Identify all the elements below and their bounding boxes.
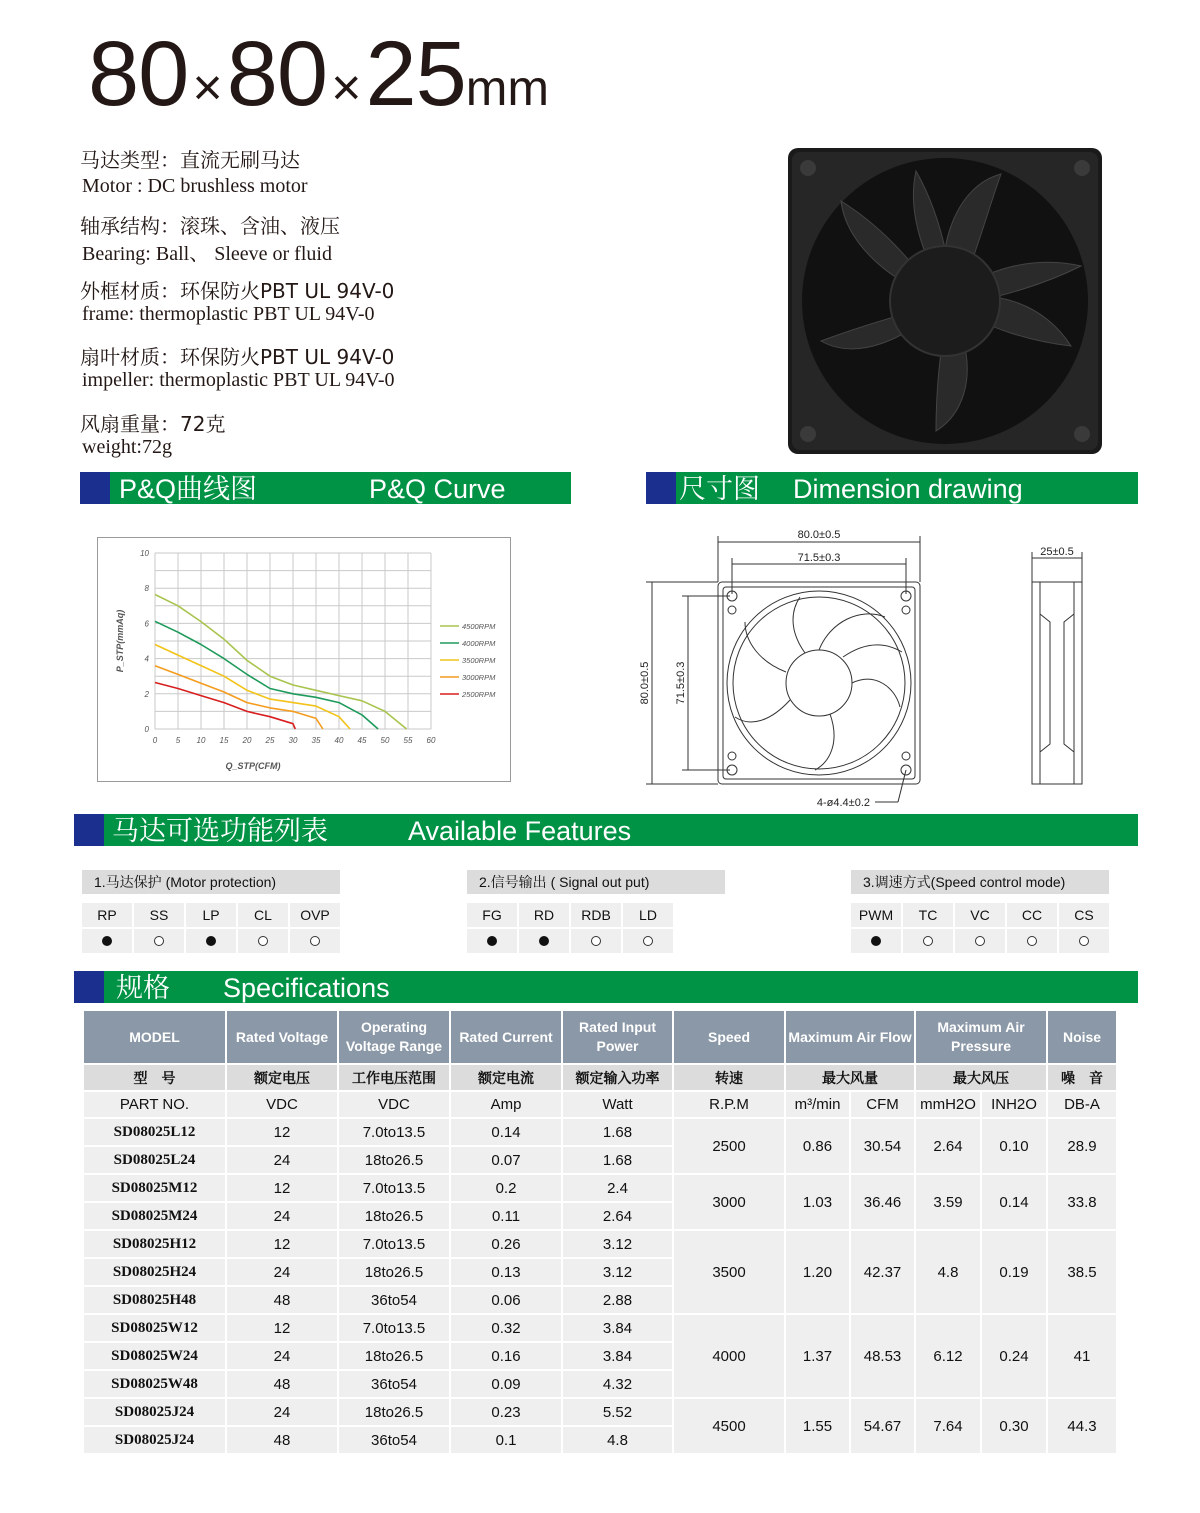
legend-label: 2500RPM (462, 690, 496, 699)
y-tick-label: 8 (144, 584, 149, 594)
noise-cell: 38.5 (1048, 1231, 1116, 1313)
range-cell: 18to26.5 (339, 1203, 449, 1229)
speed-cell: 4000 (674, 1315, 784, 1397)
feature-optional-dot (623, 929, 673, 953)
speed-cell: 3000 (674, 1175, 784, 1229)
feature-label: TC (903, 903, 953, 927)
pressure-in-cell: 0.30 (982, 1399, 1046, 1453)
range-cell: 7.0to13.5 (339, 1119, 449, 1145)
feature-label: CS (1059, 903, 1109, 927)
feature-optional-dot (134, 929, 184, 953)
attr-impeller-cn: 扇叶材质：环保防火PBT UL 94V-0 (80, 345, 395, 369)
voltage-cell: 12 (227, 1175, 337, 1201)
col-header-cn: 型 号 (84, 1065, 225, 1090)
section-marker (80, 472, 110, 504)
col-header-cn: 额定输入功率 (563, 1065, 672, 1090)
power-cell: 3.12 (563, 1231, 672, 1257)
pressure-mm-cell: 7.64 (916, 1399, 980, 1453)
table-header-cn-row (84, 1065, 1116, 1090)
power-cell: 1.68 (563, 1147, 672, 1173)
x-tick-label: 20 (242, 736, 252, 745)
table-row (84, 1119, 1116, 1145)
attr-frame-cn: 外框材质：环保防火PBT UL 94V-0 (80, 279, 395, 303)
feature-available-dot (82, 929, 132, 953)
title-times-1: × (192, 59, 223, 117)
current-cell: 0.07 (451, 1147, 561, 1173)
unit-cell: VDC (339, 1092, 449, 1117)
range-cell: 18to26.5 (339, 1399, 449, 1425)
model-cell: SD08025H24 (84, 1259, 225, 1285)
pressure-mm-cell: 3.59 (916, 1175, 980, 1229)
current-cell: 0.32 (451, 1315, 561, 1341)
page-title (88, 22, 550, 125)
y-tick-label: 10 (140, 549, 149, 558)
power-cell: 5.52 (563, 1399, 672, 1425)
attr-weight-cn: 风扇重量：72克 (80, 412, 226, 436)
pressure-in-cell: 0.10 (982, 1119, 1046, 1173)
range-cell: 7.0to13.5 (339, 1231, 449, 1257)
feature-group-title: 1.马达保护 (Motor protection) (82, 870, 340, 894)
table-row (84, 1399, 1116, 1425)
series-line-3500RPM (155, 645, 350, 730)
col-header-cn: 工作电压范围 (339, 1065, 449, 1090)
unit-cell: VDC (227, 1092, 337, 1117)
section-title-cn: P&Q曲线图 (119, 474, 258, 504)
dim-hole-height: 71.5±0.3 (675, 661, 687, 705)
pressure-mm-cell: 6.12 (916, 1315, 980, 1397)
voltage-cell: 24 (227, 1147, 337, 1173)
model-cell: SD08025M24 (84, 1203, 225, 1229)
model-cell: SD08025J24 (84, 1399, 225, 1425)
range-cell: 36to54 (339, 1371, 449, 1397)
table-row (84, 1315, 1116, 1341)
attr-motor-en: Motor : DC brushless motor (82, 175, 308, 197)
voltage-cell: 48 (227, 1287, 337, 1313)
range-cell: 18to26.5 (339, 1343, 449, 1369)
col-header-rated-current: Rated Current (451, 1011, 561, 1063)
noise-cell: 28.9 (1048, 1119, 1116, 1173)
range-cell: 7.0to13.5 (339, 1315, 449, 1341)
col-header-cn: 最大风压 (916, 1065, 1046, 1090)
airflow-cfm-cell: 54.67 (851, 1399, 914, 1453)
attr-bearing-en: Bearing: Ball、 Sleeve or fluid (82, 243, 332, 265)
feature-group-title: 3.调速方式(Speed control mode) (851, 870, 1109, 894)
section-title-cn: 规格 (116, 973, 170, 1003)
dimension-drawing (630, 522, 1130, 814)
attr-impeller-en: impeller: thermoplastic PBT UL 94V-0 (82, 369, 395, 391)
col-header-noise: Noise (1048, 1011, 1116, 1063)
section-marker (74, 814, 104, 846)
col-header-cn: 额定电流 (451, 1065, 561, 1090)
current-cell: 0.14 (451, 1119, 561, 1145)
x-tick-label: 10 (196, 736, 206, 745)
voltage-cell: 24 (227, 1203, 337, 1229)
unit-cell: Amp (451, 1092, 561, 1117)
unit-cell: m³/min (786, 1092, 849, 1117)
speed-cell: 3500 (674, 1231, 784, 1313)
noise-cell: 41 (1048, 1315, 1116, 1397)
speed-cell: 4500 (674, 1399, 784, 1453)
section-marker (74, 971, 104, 1003)
feature-group-speed-control (851, 870, 1109, 923)
feature-label: CL (238, 903, 288, 927)
feature-available-dot (186, 929, 236, 953)
pressure-mm-cell: 4.8 (916, 1231, 980, 1313)
x-tick-label: 15 (219, 736, 229, 745)
model-cell: SD08025W48 (84, 1371, 225, 1397)
power-cell: 3.84 (563, 1343, 672, 1369)
title-unit: mm (465, 60, 550, 116)
model-cell: SD08025H12 (84, 1231, 225, 1257)
range-cell: 18to26.5 (339, 1147, 449, 1173)
col-header-cn: 噪 音 (1048, 1065, 1116, 1090)
y-tick-label: 4 (144, 654, 149, 664)
x-tick-label: 45 (357, 736, 367, 745)
feature-group-title: 2.信号输出 ( Signal out put) (467, 870, 725, 894)
model-cell: SD08025M12 (84, 1175, 225, 1201)
col-header-operating-range: Operating Voltage Range (339, 1011, 449, 1063)
airflow-cfm-cell: 48.53 (851, 1315, 914, 1397)
feature-label: CC (1007, 903, 1057, 927)
current-cell: 0.26 (451, 1231, 561, 1257)
legend-label: 4000RPM (462, 639, 496, 648)
unit-cell: mmH2O (916, 1092, 980, 1117)
x-tick-label: 55 (403, 736, 413, 745)
table-units-row (84, 1092, 1116, 1117)
feature-group-signal-output (467, 870, 725, 923)
pressure-mm-cell: 2.64 (916, 1119, 980, 1173)
speed-cell: 2500 (674, 1119, 784, 1173)
airflow-m3-cell: 1.37 (786, 1315, 849, 1397)
power-cell: 4.32 (563, 1371, 672, 1397)
specifications-table (82, 1009, 1118, 1455)
pressure-in-cell: 0.14 (982, 1175, 1046, 1229)
table-row (84, 1231, 1116, 1257)
col-header-rated-voltage: Rated Voltage (227, 1011, 337, 1063)
legend-label: 3500RPM (462, 656, 496, 665)
range-cell: 18to26.5 (339, 1259, 449, 1285)
section-marker (646, 472, 676, 504)
series-line-3000RPM (155, 666, 323, 729)
dim-outer-height: 80.0±0.5 (639, 661, 651, 705)
airflow-cfm-cell: 42.37 (851, 1231, 914, 1313)
model-cell: SD08025W12 (84, 1315, 225, 1341)
power-cell: 3.84 (563, 1315, 672, 1341)
model-cell: SD08025L12 (84, 1119, 225, 1145)
col-header-air-flow: Maximum Air Flow (786, 1011, 914, 1063)
dim-holes: 4-ø4.4±0.2 (816, 797, 870, 809)
col-header-cn: 转速 (674, 1065, 784, 1090)
section-bar-dimension (646, 472, 1138, 504)
current-cell: 0.13 (451, 1259, 561, 1285)
power-cell: 4.8 (563, 1427, 672, 1453)
voltage-cell: 24 (227, 1259, 337, 1285)
legend-label: 3000RPM (462, 673, 496, 682)
power-cell: 1.68 (563, 1119, 672, 1145)
unit-cell: CFM (851, 1092, 914, 1117)
feature-group-motor-protection (82, 870, 340, 923)
range-cell: 7.0to13.5 (339, 1175, 449, 1201)
airflow-cfm-cell: 36.46 (851, 1175, 914, 1229)
airflow-m3-cell: 1.03 (786, 1175, 849, 1229)
attr-motor-cn: 马达类型：直流无刷马达 (80, 148, 300, 172)
x-tick-label: 60 (426, 736, 436, 745)
airflow-m3-cell: 1.55 (786, 1399, 849, 1453)
feature-optional-dot (571, 929, 621, 953)
feature-label: FG (467, 903, 517, 927)
section-title-en: Dimension drawing (793, 474, 1023, 504)
unit-cell: DB-A (1048, 1092, 1116, 1117)
col-header-cn: 最大风量 (786, 1065, 914, 1090)
y-tick-label: 2 (144, 689, 149, 699)
x-tick-label: 30 (288, 736, 298, 745)
feature-optional-dot (290, 929, 340, 953)
current-cell: 0.23 (451, 1399, 561, 1425)
model-cell: SD08025H48 (84, 1287, 225, 1313)
voltage-cell: 24 (227, 1399, 337, 1425)
power-cell: 3.12 (563, 1259, 672, 1285)
dim-hole-width: 71.5±0.3 (797, 552, 841, 564)
feature-optional-dot (903, 929, 953, 953)
voltage-cell: 48 (227, 1427, 337, 1453)
voltage-cell: 12 (227, 1231, 337, 1257)
y-tick-label: 0 (144, 725, 149, 734)
unit-cell: PART NO. (84, 1092, 225, 1117)
title-height: 80 (226, 23, 328, 125)
model-cell: SD08025W24 (84, 1343, 225, 1369)
feature-available-dot (851, 929, 901, 953)
feature-label: LP (186, 903, 236, 927)
unit-cell: INH2O (982, 1092, 1046, 1117)
attr-weight-en: weight:72g (82, 436, 172, 458)
x-axis-label: Q_STP(CFM) (225, 761, 281, 771)
power-cell: 2.88 (563, 1287, 672, 1313)
dim-thickness: 25±0.5 (1040, 546, 1074, 558)
pq-chart (97, 537, 511, 782)
section-bar-features (74, 814, 1138, 846)
noise-cell: 44.3 (1048, 1399, 1116, 1453)
feature-label: PWM (851, 903, 901, 927)
model-cell: SD08025J24 (84, 1427, 225, 1453)
feature-optional-dot (1007, 929, 1057, 953)
x-tick-label: 25 (265, 736, 275, 745)
section-title-en: Specifications (223, 973, 390, 1003)
unit-cell: R.P.M (674, 1092, 784, 1117)
legend-label: 4500RPM (462, 622, 496, 631)
fan-product-image (786, 146, 1104, 456)
title-times-2: × (331, 59, 362, 117)
range-cell: 36to54 (339, 1427, 449, 1453)
feature-label: LD (623, 903, 673, 927)
section-title-en: P&Q Curve (369, 474, 506, 504)
power-cell: 2.64 (563, 1203, 672, 1229)
attr-frame-en: frame: thermoplastic PBT UL 94V-0 (82, 303, 375, 325)
attr-bearing-cn: 轴承结构：滚珠、含油、液压 (80, 214, 340, 238)
noise-cell: 33.8 (1048, 1175, 1116, 1229)
feature-optional-dot (1059, 929, 1109, 953)
current-cell: 0.16 (451, 1343, 561, 1369)
power-cell: 2.4 (563, 1175, 672, 1201)
pressure-in-cell: 0.19 (982, 1231, 1046, 1313)
airflow-m3-cell: 0.86 (786, 1119, 849, 1173)
feature-label: RDB (571, 903, 621, 927)
current-cell: 0.2 (451, 1175, 561, 1201)
series-line-4000RPM (155, 621, 378, 729)
range-cell: 36to54 (339, 1287, 449, 1313)
section-bar-pq-curve (80, 472, 571, 504)
feature-optional-dot (955, 929, 1005, 953)
pressure-in-cell: 0.24 (982, 1315, 1046, 1397)
voltage-cell: 12 (227, 1119, 337, 1145)
y-axis-label: P_STP(mmAq) (115, 609, 125, 673)
model-cell: SD08025L24 (84, 1147, 225, 1173)
airflow-cfm-cell: 30.54 (851, 1119, 914, 1173)
dim-outer-width: 80.0±0.5 (797, 529, 841, 541)
feature-label: RD (519, 903, 569, 927)
feature-available-dot (467, 929, 517, 953)
current-cell: 0.11 (451, 1203, 561, 1229)
col-header-input-power: Rated Input Power (563, 1011, 672, 1063)
title-width: 80 (88, 23, 189, 125)
x-tick-label: 35 (311, 736, 321, 745)
section-title-cn: 马达可选功能列表 (112, 816, 328, 846)
voltage-cell: 12 (227, 1315, 337, 1341)
feature-label: RP (82, 903, 132, 927)
section-title-en: Available Features (408, 816, 632, 846)
col-header-air-pressure: Maximum Air Pressure (916, 1011, 1046, 1063)
feature-optional-dot (238, 929, 288, 953)
col-header-speed: Speed (674, 1011, 784, 1063)
unit-cell: Watt (563, 1092, 672, 1117)
col-header-cn: 额定电压 (227, 1065, 337, 1090)
voltage-cell: 48 (227, 1371, 337, 1397)
x-tick-label: 50 (380, 736, 390, 745)
feature-label: OVP (290, 903, 340, 927)
table-row (84, 1175, 1116, 1201)
y-tick-label: 6 (144, 619, 149, 629)
current-cell: 0.1 (451, 1427, 561, 1453)
feature-label: SS (134, 903, 184, 927)
x-tick-label: 5 (175, 736, 181, 745)
table-header-row (84, 1011, 1116, 1063)
current-cell: 0.06 (451, 1287, 561, 1313)
current-cell: 0.09 (451, 1371, 561, 1397)
airflow-m3-cell: 1.20 (786, 1231, 849, 1313)
feature-available-dot (519, 929, 569, 953)
x-tick-label: 40 (334, 736, 344, 745)
feature-label: VC (955, 903, 1005, 927)
section-bar-specifications (74, 971, 1138, 1003)
x-tick-label: 0 (152, 736, 158, 745)
title-depth: 25 (365, 23, 466, 125)
voltage-cell: 24 (227, 1343, 337, 1369)
col-header-model: MODEL (84, 1011, 225, 1063)
section-title-cn: 尺寸图 (679, 474, 760, 504)
